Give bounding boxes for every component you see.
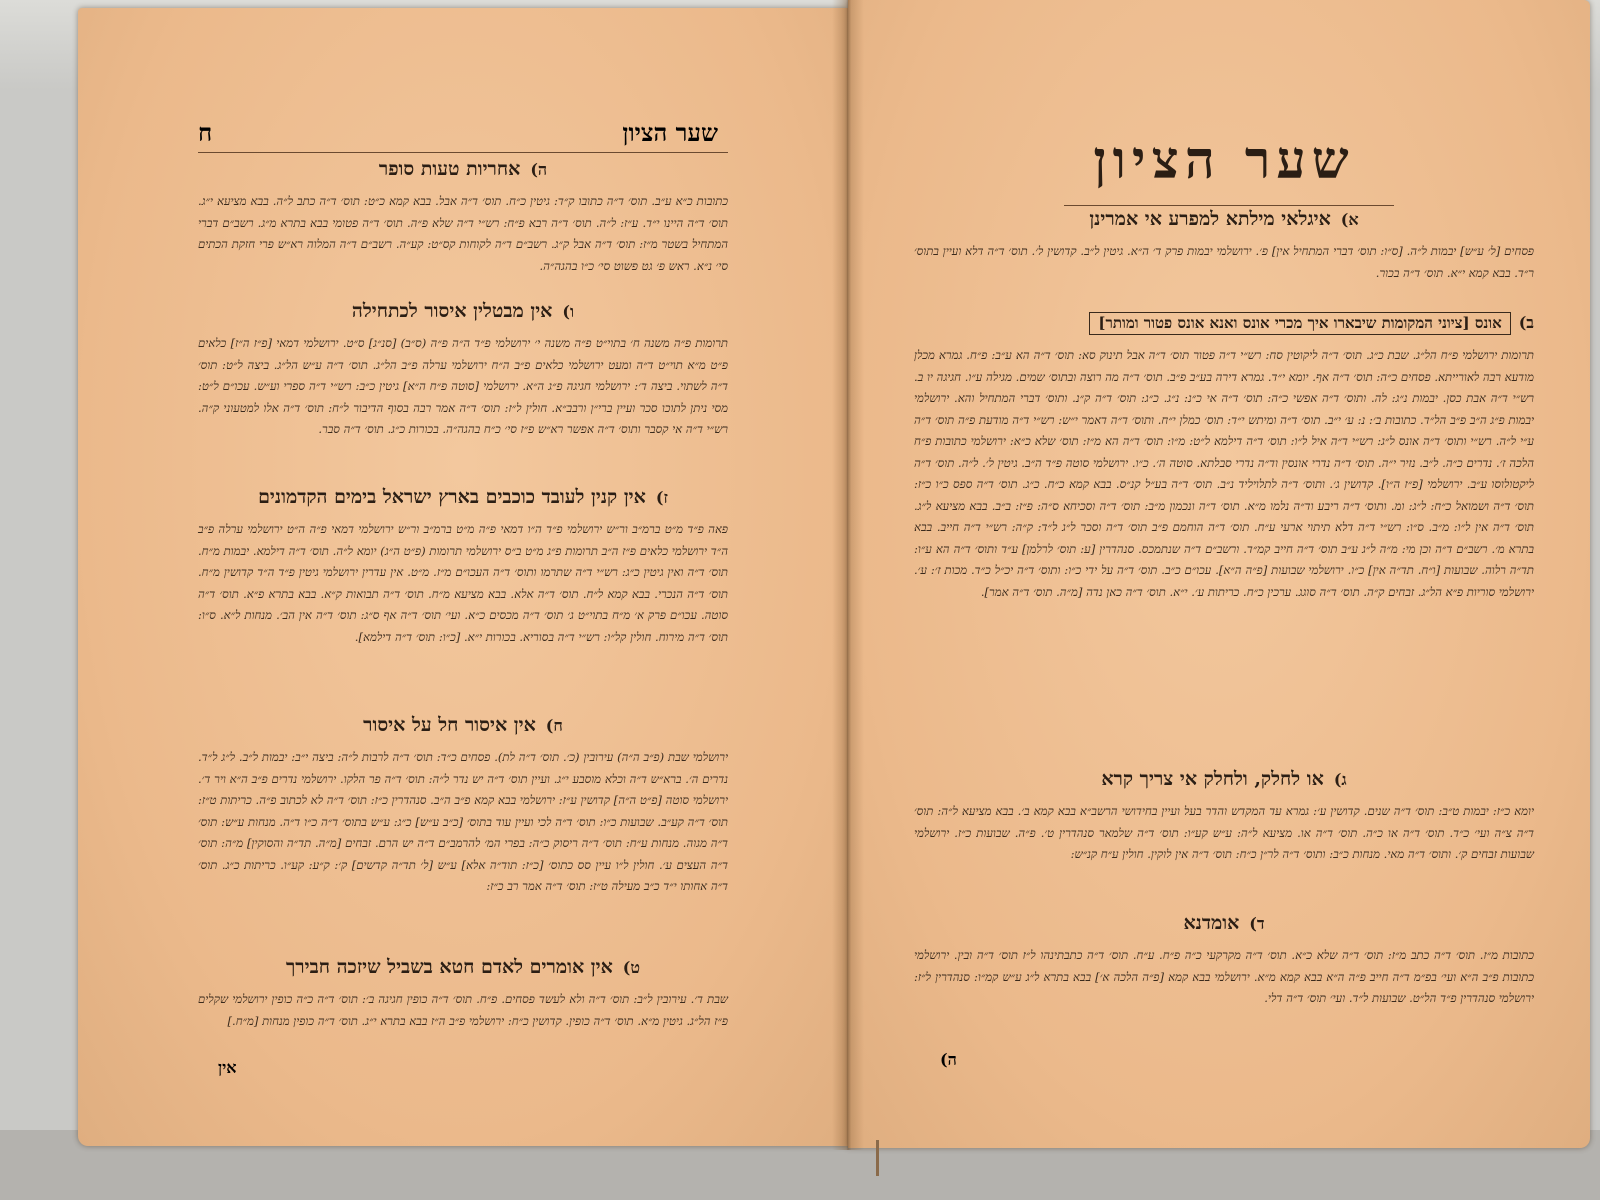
- section-number: ח): [545, 716, 563, 735]
- section-heading: [198, 486, 728, 509]
- section-heading: [198, 158, 728, 181]
- section-number: א): [1340, 210, 1359, 229]
- section-heading: [914, 768, 1534, 791]
- right-page: [848, 0, 1590, 1148]
- section-body: יומא כ״ז: יבמות ט״ב: תוס׳ ד״ה שנים. קדושין ע׳: גמרא עד המקדש והדר בעל ועיין בחידושי הרשב״א בבא קמא ב׳. בבא מציעא ל״ה: תוס׳ ד״ה צ״ה ועי׳ כ״ד. תוס׳ ד״ה או כ״ה. תוס׳ ד״ה או. מציעא ל״ה: ע״ש קע״ו: תוס׳ ד״ה שלמאר סנהדרין ט׳. פ״ה. שבועות כ״ז. ירושלמי שבועות זבחים ק׳. ותוס׳ ד״ה מאי. מנחות כ״ב: ותוס׳ ד״ה לר״ן כ״ח: תוס׳ ד״ה אין לוקין. חולין ע״ח קנ״ש:: [914, 804, 1534, 861]
- section-heading: [198, 956, 728, 979]
- section-title: אין אומרים לאדם חטא בשביל שיזכה חבירך: [285, 956, 613, 978]
- section-title: או לחלק, ולחלק אי צריך קרא: [1101, 768, 1324, 790]
- section-number: ה): [530, 160, 548, 179]
- section-title: אומדנא: [1183, 912, 1240, 934]
- section-8: [198, 714, 728, 898]
- section-title: איגלאי מילתא למפרע אי אמרינן: [1089, 208, 1331, 230]
- section-heading: [914, 912, 1534, 935]
- section-body: תרומות ירושלמי פ״ח הל״ג. שבת כ״ג. תוס׳ ד״ה ליקוטין סח: רש״י ד״ה פטור תוס׳ ד״ה אבל תינוק סא: תוס׳ ד״ה הא ע״ב: פ״ח. גמרא מכלן מודעא רבה לאורייתא. פסחים כ״ה: תוס׳ ד״ה אף. יומא י״ד. גמרא דירה בע״ב פ״ב. תוס׳ ד״ה מה רוצה ובתוס׳ שמים. מגילה ע״ו. חגיגה יו ב. רש״י ד״ה אבת כסן. יבמות נ״ג: לה. ותוס׳ ד״ה אפשי כ״ה: תוס׳ ד״ה אי כ״נ: נ״ג. כ״ג: תוס׳ ד״ה ק״נ. ותוס׳ דברי המתחיל והא. ירושלמי יבמות פ״ג ה״ב פ״ב הל״ד. כתובות ב׳: נ: ע׳ י״ב. תוס׳ ד״ה ומיתש י״ד: תוס׳ כמלן י״ח. ותוס׳ ד״ה דאמר י״ש: רש״י ד״ה מודעת פ״ה תוס׳ ד״ה ע״י ל״ה. רש״י ותוס׳ ד״ה אונס ל״ג: רש״י ד״ה איל ל״ו: תוס׳ ד״ה דילמא ל״ט: מ״ו: תוס׳ ד״ה הא מ״ז: תוס׳ שלא כ״א: ירושלמי כתובות פ״ח הלכה ז׳. נדרים כ״ה. ל״ב. נזיר י״ה. תוס׳ ד״ה נדרי אונסין וד״ה נדרי סבלתא. סוטה ה׳. כ״ו. ירושלמי סוטה פ״ד ה״ב. גיטין ל׳. ל״ה. תוס׳ ד״ה ליקטולוסו ע״ב. ירושלמי [פ״ז ה״ו]. קדושין ג׳. ותוס׳ ד״ה לתלויליד נ״ב. תוס׳ ד״ה בע״ל קנ״ס. בבא קמא כ״ח. כ״ג. תוס׳ ד״ה ספס כ״ו כ״ז: תוס׳ ד״ה ושמואל כ״ח: ל״ג: ומ. ותוס׳ ד״ה ריבע וד״ה נלמו מ״א. תוס׳ ד״ה ונכמון מ״ב: תוס׳ ד״ה וסכיחא ס״ה: פ״ז: ב״ב. בבא מציעא ל״ג. תוס׳ ד״ה אין ל״ו: מ״ב. ס״ו: רש״י ד״ה דלא תיתוי ארעי ע״ח. תוס׳ ד״ה הוחמם פ״ב תוס׳ ד״ה וסכר ל״ג ל״ד: ק״ה: רש״י ד״ה חייב. בבא בתרא מ׳. רשב״ם ד״ה וכן מי: מ״ה ל״ג ע״ב תוס׳ ד״ה חייב קמ״ד. ורשב״ם ד״ה שנתמכס. סנהדרין [ע: תוס׳ לרלמן] ע״ד ותוס׳ ד״ה הא ע״ו: תד״ה רלוה. שבועות [ו״ח. תד״ה אין] כ״ו. ירושלמי שבועות [פ״ה ה״א]. עכו״ם כ״ב. תוס׳ ד״ה על ידי כ״ו: ותוס׳ ד״ה יכ״ל כ״ד. מכות ז׳: ע׳. ירושלמי סוריות פ״א הל״ג. זבחים ק״ה. תוס׳ ד״ה סוגג. ערכין כ״ח. כריתות ע׳. י״א. תוס׳ ד״ה כאן נדה [מ״ה. תוס׳ ד״ה אמר].: [914, 348, 1534, 599]
- catchword: אין: [218, 1058, 237, 1077]
- running-head: [198, 118, 728, 153]
- binding-thread: [876, 1140, 879, 1176]
- section-5: [198, 158, 728, 277]
- section-body: פסחים [ל׳ ע״ש] יבמות ל״ה. [ס״ו: תוס׳ דברי המתחיל אין] פ׳. ירושלמי יבמות פרק ד׳ ה״א. גיטין ל״ב. קדושין ל׳. תוס׳ ד״ה דלא ועיין בתוס׳ ר״ד. בבא קמא י״א. תוס׳ ד״ה בכור.: [914, 244, 1534, 280]
- section-title: אחריות טעות סופר: [378, 158, 521, 180]
- section-body: שבת ד׳. עירובין ל״ב: תוס׳ ד״ה ולא לעשד פסחים. פ״ח. תוס׳ ד״ה כופין חגיגה ב׳: תוס׳ ד״ה כ״ה כופין ירושלמי שקלים פ״ז הל״ג. גיטין מ״א. תוס׳ ד״ה כופין. קדושין כ״ח: ירושלמי פ״ב ה״ז בבא בתרא י״ג. תוס׳ ד״ה כופין מנחות [מ״ח.]: [198, 992, 728, 1028]
- section-heading: [914, 208, 1534, 231]
- page-number: ח: [198, 118, 213, 147]
- section-body: ירושלמי שבת (פ״ב ה״ה) עירובין (כ׳. תוס׳ ד״ה לת). פסחים כ״ד: תוס׳ ד״ה לרבות ל״ה: ביצה י״ב: יבמות ל״ב. ל״ג ל״ד. נדרים ה׳. ברא״ש ד״ה וכלא מוסבע י״ג. ועיין תוס׳ ד״ה יש נדר ל״ה: תוס׳ ד״ה פר הלקו. ירושלמי נדרים פ״ב ה״א ויר ד׳. ירושלמי סוטה [פ״ט ה״ה] קדושין ע״ז: ירושלמי בבא קמא פ״ב ה״ב. סנהדרין כ״ז: תוס׳ ד״ה לא לכתוב פ״ה. כריתות ט״ז: תוס׳ ד״ה קע״ב. שבועות כ״ו: תוס׳ ד״ה לכי ועיין עוד בתוס׳ [כ״ב ע״ש] כ״ג: ע״ש בתוס׳ ד״ה כ״ו ד״ה. מנחות ע״ש: תוס׳ ד״ה מגוה. מנחות ע״ח: תוס׳ ד״ה ריסוק כ״ה: בפרי המ׳ להרמב״ם ד״ה יש הרם. זבחים [מ״ה. תד״ה והסוקין] מ״ה: תוס׳ ד״ה העצים ע׳. חולין ל״ו עיין סס כתוס׳ [כ״ז: תוד״ה אלא] ע״ש [ל׳ תד״ה קדשים] ק׳: ק״ע: קע״ו. כריתות כ״ג. תוס׳ ד״ה אחותו י״ד כ״ב מעילה ט״ז: תוס׳ ד״ה אמר רב כ״ז:: [198, 750, 728, 893]
- section-4: [914, 912, 1534, 1010]
- section-body: כתובות כ״א ע״ב. תוס׳ ד״ה כתובו ק״ד: גיטין כ״ח. תוס׳ ד״ה אבל. בבא קמא כ״ט: תוס׳ ד״ה כתב ל״ה. בבא מציעא י״ג. תוס׳ ד״ה היינו י״ד. ע״ז: ל״ה. תוס׳ ד״ה רבא פ״ח: רש״י ד״ה שלא פ״ה. תוס׳ ד״ה פטומי בבא בתרא מ״ג. רשב״ם דברי המתחיל בשטר מ״ז: תוס׳ ד״ה אבל ק״ג. רשב״ם ד״ה לקוחות קס״ט: קע״ה. רשב״ם ד״ה המלוה רא״ש פרי חזקת הכתים סי׳ נ״א. ראש פ׳ גט פשוט סי׳ כ״ו בהגה״ה.: [198, 194, 728, 273]
- section-7: [198, 486, 728, 648]
- section-title: אין איסור חל על איסור: [363, 714, 536, 736]
- section-number: ז): [655, 488, 668, 507]
- page-title: שער הציון: [1093, 130, 1355, 191]
- section-body: תרומות פ״ה משנה ח׳ בתוי״ט פ״ה משנה י׳ ירושלמי פ״ד ה״ה פ״ה (ס״ב) [סנ״ג] ס״ט. ירושלמי דמאי [פ״ז ה״ז] כלאים פ״ט מ״א תוי״ט ד״ה ומעט ירושלמי כלאים פ״ב ה״ח ירושלמי ערלה פ״ב הל״ג. תוס׳ ד״ה ע״ש הל״ג. ביצה ל״ט: תוס׳ ד״ה לשתוי. ביצה ד׳: ירושלמי חגיגה פ״ג ה״א. ירושלמי [סוטה פ״ח ה״א] גיטין כ״ב: רש״י ד״ה ספרי וע״ש. עכו״ם ל״ט: מסי ניתן לתוכו סכר ועיין ברי״ן ורבב״א. חולין ל״ז: תוס׳ ד״ה אמר רבה בסוף הדיבור ל״ח: תוס׳ ד״ה אלו למטעוני ק״ה. רש״י ד״ה אי קסבר ותוס׳ ד״ה אפשר רא״ש פ״ז סי׳ כ״ח בהגה״ה. בכורות כ״ג. תוס׳ ד״ה סבר.: [198, 336, 728, 436]
- section-heading: [198, 300, 728, 323]
- section-title: אונס [ציוני המקומות שיבארו איך מכרי אונס ואנא אונס פטור ומותר]: [1089, 312, 1510, 335]
- section-number: ב): [1518, 313, 1534, 332]
- section-heading: [914, 312, 1534, 335]
- section-body: פאה פ״ד מ״ט ברמ״ב ור״ש ירושלמי פ״ד ה״ו דמאי פ״ה מ״ט ברמ״ב ור״ש ירושלמי דמאי פ״ה ה״ט ירושלמי ערלה פ״ב ה״ד ירושלמי כלאים פ״ז ה״ב תרומות פ״ג מ״ט ב״ס ירושלמי תרומות (פ״ט ה״ג) יומא ל״ה. תוס׳ ד״ה דילמא. יבמות מ״ח. תוס׳ ד״ה ואין גיטין כ״ג: רש״י ד״ה שתרמו ותוס׳ ד״ה העכו״ם מ״ז. מ״ט. אין עדרין ירושלמי גיטין פ״ד ה״ד קדושין מ״ח. תוס׳ ד״ה הנכרי. בבא קמא ל״ח. תוס׳ ד״ה אלא. בבא מציעא מ״ח. תוס׳ ד״ה תבואות ק״א. בבא בתרא פ״א. תוס׳ ד״ה סוטה. עכו״ם פרק א׳ מ״ח בתוי״ט ג׳ תוס׳ ד״ה מכסים כ״א. ועי׳ תוס׳ ד״ה אף ס״ג: תוס׳ ד״ה אין הב׳. מנחות ל״א. ס״ו: תוס׳ ד״ה מירוח. חולין קל״ו: רש״י ד״ה בסוריא. בכורות י״א. [כ״ו: תוס׳ ד״ה דילמא].: [198, 522, 728, 644]
- section-title: אין קנין לעובד כוכבים בארץ ישראל בימים הקדמונים: [258, 486, 646, 508]
- section-number: ד): [1249, 914, 1265, 933]
- section-1: [914, 208, 1534, 284]
- section-number: ט): [622, 958, 641, 977]
- catchword: ה): [940, 1050, 957, 1069]
- section-number: ג): [1333, 770, 1347, 789]
- section-6: [198, 300, 728, 441]
- section-2: [914, 312, 1534, 603]
- left-page: [78, 8, 848, 1146]
- section-body: כתובות מ״ז. תוס׳ ד״ה כתב מ״ז: תוס׳ ד״ה שלא כ״א. תוס׳ ד״ה מקרקעי כ״ה פ״ח. ע״ח. תוס׳ ד״ה כתבתינהו ל״ז תוס׳ ד״ה ובין. ירושלמי כתובות פ״ב ה״א ועי׳ בפ״מ ד״ה חייב פ״ה ה״א בבא קמא מ״א. ירושלמי בבא קמא [פ״ה הלכה א׳] בבא בתרא ל״ג ע״ש קמ״ו: סנהדרין ל״ז: ירושלמי סנהדרין פ״ד הל״ט. שבועות ל״ד. ועי׳ תוס׳ ד״ה דלי.: [914, 948, 1534, 1005]
- section-3: [914, 768, 1534, 866]
- section-heading: [198, 714, 728, 737]
- section-9: [198, 956, 728, 1032]
- section-title: אין מבטלין איסור לכתחילה: [351, 300, 553, 322]
- running-title: שער הציון: [622, 118, 718, 147]
- title-rule: [1064, 205, 1394, 206]
- section-number: ו): [562, 302, 575, 321]
